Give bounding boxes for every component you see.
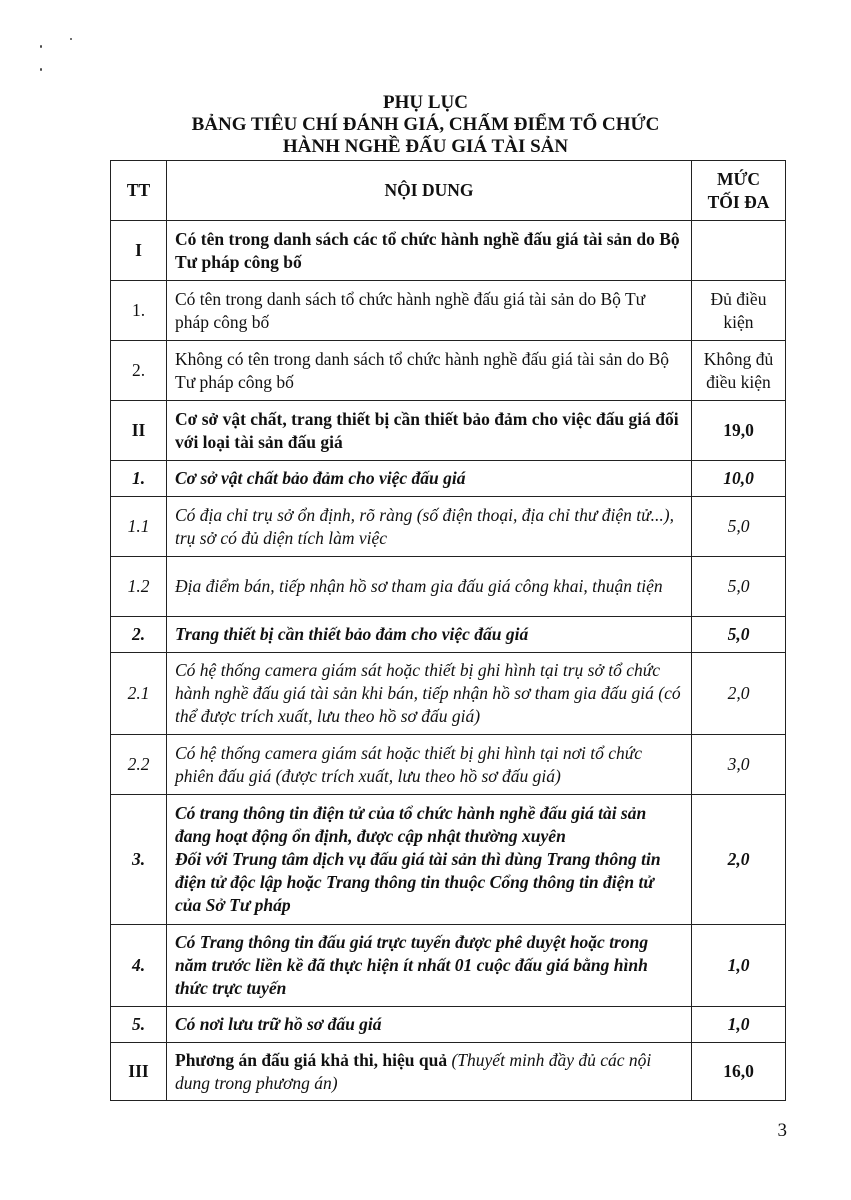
row-content: Địa điểm bán, tiếp nhận hồ sơ tham gia đấu giá công khai, thuận tiện (167, 557, 692, 617)
row-max: 16,0 (692, 1043, 786, 1101)
row-content: Trang thiết bị cần thiết bảo đảm cho việc đấu giá (167, 617, 692, 653)
row-content-part-1: Có trang thông tin điện tử của tổ chức hành nghề đấu giá tài sản đang hoạt động ổn định, được cập nhật thường xuyên (175, 803, 647, 846)
title-line-2: BẢNG TIÊU CHÍ ĐÁNH GIÁ, CHẤM ĐIỂM TỔ CHỨC (191, 114, 660, 135)
header-content: NỘI DUNG (167, 161, 692, 221)
row-tt: 5. (111, 1007, 167, 1043)
row-content (167, 795, 692, 925)
row-content: Có tên trong danh sách các tổ chức hành nghề đấu giá tài sản do Bộ Tư pháp công bố (167, 221, 692, 281)
table-header-row (111, 161, 786, 221)
row-tt: I (111, 221, 167, 281)
row-content: Có hệ thống camera giám sát hoặc thiết bị ghi hình tại nơi tổ chức phiên đấu giá (được trích xuất, lưu theo hồ sơ đấu giá) (167, 735, 692, 795)
row-content-main: Phương án đấu giá khả thi, hiệu quả (175, 1049, 448, 1070)
header-max (692, 161, 786, 221)
row-max: 19,0 (692, 401, 786, 461)
row-content: Không có tên trong danh sách tổ chức hành nghề đấu giá tài sản do Bộ Tư pháp công bố (167, 341, 692, 401)
table-row (111, 1043, 786, 1101)
row-max: 5,0 (692, 617, 786, 653)
scan-speck (70, 38, 72, 40)
row-max: 2,0 (692, 795, 786, 925)
table-row (111, 221, 786, 281)
row-tt: III (111, 1043, 167, 1101)
row-max (692, 221, 786, 281)
scan-speck (40, 68, 42, 71)
row-content-note: (Thuyết minh đầy đủ các nội dung trong phương án) (175, 1049, 652, 1093)
row-max: 2,0 (692, 653, 786, 735)
row-max: 10,0 (692, 461, 786, 497)
row-content: Cơ sở vật chất bảo đảm cho việc đấu giá (167, 461, 692, 497)
row-max: 5,0 (692, 557, 786, 617)
row-content: Có địa chỉ trụ sở ổn định, rõ ràng (số điện thoại, địa chỉ thư điện tử...), trụ sở có đủ diện tích làm việc (167, 497, 692, 557)
page-number: 3 (777, 1120, 787, 1141)
row-max: Đủ điều kiện (692, 281, 786, 341)
row-tt: 1.2 (111, 557, 167, 617)
row-content: Có nơi lưu trữ hồ sơ đấu giá (167, 1007, 692, 1043)
title-line-3: HÀNH NGHỀ ĐẤU GIÁ TÀI SẢN (282, 136, 569, 157)
row-tt: 2. (111, 341, 167, 401)
table-row (111, 795, 786, 925)
table-row (111, 557, 786, 617)
table-row (111, 461, 786, 497)
table-row (111, 401, 786, 461)
header-max-line1: MỨC (716, 168, 761, 189)
row-tt: 1.1 (111, 497, 167, 557)
header-tt: TT (111, 161, 167, 221)
table-row (111, 281, 786, 341)
row-max: 1,0 (692, 1007, 786, 1043)
row-tt: II (111, 401, 167, 461)
row-tt: 1. (111, 281, 167, 341)
title-line-1: PHỤ LỤC (383, 92, 468, 113)
header-max-line2: TỐI ĐA (707, 191, 770, 212)
row-max: Không đủ điều kiện (692, 341, 786, 401)
table-row (111, 497, 786, 557)
row-tt: 1. (111, 461, 167, 497)
document-title (0, 92, 851, 158)
row-content: Cơ sở vật chất, trang thiết bị cần thiết bảo đảm cho việc đấu giá đối với loại tài sản đấu giá (167, 401, 692, 461)
row-content (167, 1043, 692, 1101)
criteria-table (110, 160, 786, 1101)
row-tt: 2.1 (111, 653, 167, 735)
row-content: Có hệ thống camera giám sát hoặc thiết bị ghi hình tại trụ sở tổ chức hành nghề đấu giá tài sản khi bán, tiếp nhận hồ sơ tham gia đấu giá (có thể được trích xuất, lưu theo hồ sơ đấu giá) (167, 653, 692, 735)
table-row (111, 617, 786, 653)
row-tt: 3. (111, 795, 167, 925)
row-tt: 2. (111, 617, 167, 653)
table-row (111, 1007, 786, 1043)
row-content-part-2: Đối với Trung tâm dịch vụ đấu giá tài sản thì dùng Trang thông tin điện tử độc lập hoặc Trang thông tin thuộc Cổng thông tin điện tử của Sở Tư pháp (175, 849, 661, 915)
row-tt: 2.2 (111, 735, 167, 795)
table-row (111, 735, 786, 795)
row-max: 1,0 (692, 925, 786, 1007)
row-max: 5,0 (692, 497, 786, 557)
row-max: 3,0 (692, 735, 786, 795)
table-row (111, 653, 786, 735)
row-content: Có tên trong danh sách tổ chức hành nghề đấu giá tài sản do Bộ Tư pháp công bố (167, 281, 692, 341)
table-row (111, 341, 786, 401)
row-tt: 4. (111, 925, 167, 1007)
row-content: Có Trang thông tin đấu giá trực tuyến được phê duyệt hoặc trong năm trước liền kề đã thực hiện ít nhất 01 cuộc đấu giá bằng hình thức trực tuyến (167, 925, 692, 1007)
scan-speck (40, 45, 42, 48)
table-row (111, 925, 786, 1007)
